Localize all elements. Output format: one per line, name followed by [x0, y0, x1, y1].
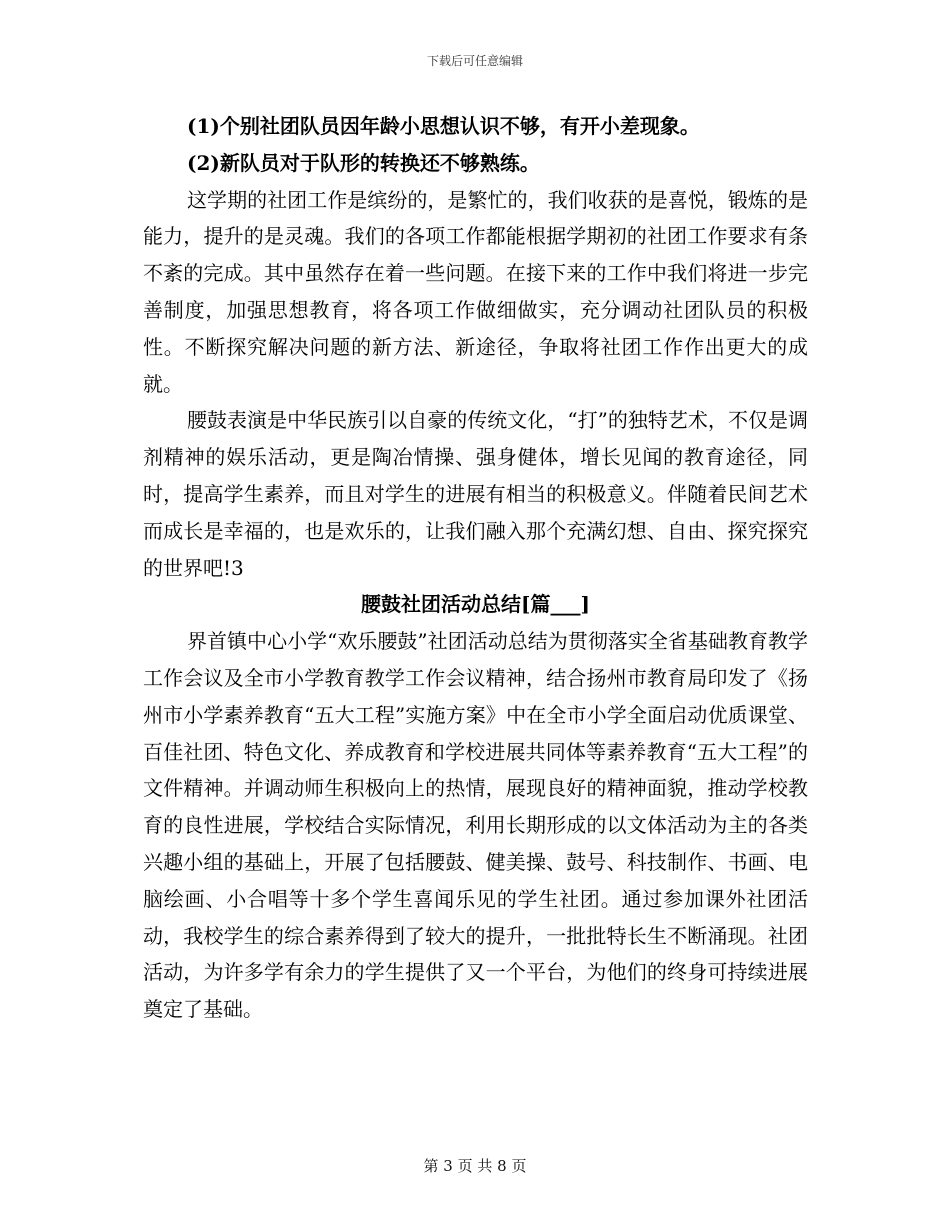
document-body: [143, 108, 808, 1028]
paragraph: 这学期的社团工作是缤纷的，是繁忙的，我们收获的是喜悦，锻炼的是能力，提升的是灵魂。我们的各项工作都能根据学期初的社团工作要求有条不紊的完成。其中虽然存在着一些问题。在接下来的工作中我们将进一步完善制度，加强思想教育，将各项工作做细做实，充分调动社团队员的积极性。不断探究解决问题的新方法、新途径，争取将社团工作作出更大的成就。: [143, 187, 808, 396]
list-item: (2)新队员对于队形的转换还不够熟练。: [187, 150, 540, 175]
section-title: 腰鼓社团活动总结[篇___]: [361, 592, 590, 617]
page-number: 第 3 页 共 8 页: [423, 1157, 527, 1175]
list-item: (1)个别社团队员因年龄小思想认识不够，有开小差现象。: [187, 114, 700, 138]
paragraph: 腰鼓表演是中华民族引以自豪的传统文化，“打”的独特艺术，不仅是调剂精神的娱乐活动，更是陶冶情操、强身健体，增长见闻的教育途径，同时，提高学生素养，而且对学生的进展有相当的积极意义。伴随着民间艺术而成长是幸福的，也是欢乐的，让我们融入那个充满幻想、自由、探究探究的世界吧!3: [143, 408, 808, 580]
paragraph: 界首镇中心小学“欢乐腰鼓”社团活动总结为贯彻落实全省基础教育教学工作会议及全市小学教育教学工作会议精神，结合扬州市教育局印发了《扬州市小学素养教育“五大工程”实施方案》中在全市小学全面启动优质课堂、百佳社团、特色文化、养成教育和学校进展共同体等素养教育“五大工程”的文件精神。并调动师生积极向上的热情，展现良好的精神面貌，推动学校教育的良性进展，学校结合实际情况，利用长期形成的以文体活动为主的各类兴趣小组的基础上，开展了包括腰鼓、健美操、鼓号、科技制作、书画、电脑绘画、小合唱等十多个学生喜闻乐见的学生社团。通过参加课外社团活动，我校学生的综合素养得到了较大的提升，一批批特长生不断涌现。社团活动，为许多学有余力的学生提供了又一个平台，为他们的终身可持续进展奠定了基础。: [143, 629, 808, 1022]
header-note: 下载后可任意编辑: [426, 54, 523, 68]
